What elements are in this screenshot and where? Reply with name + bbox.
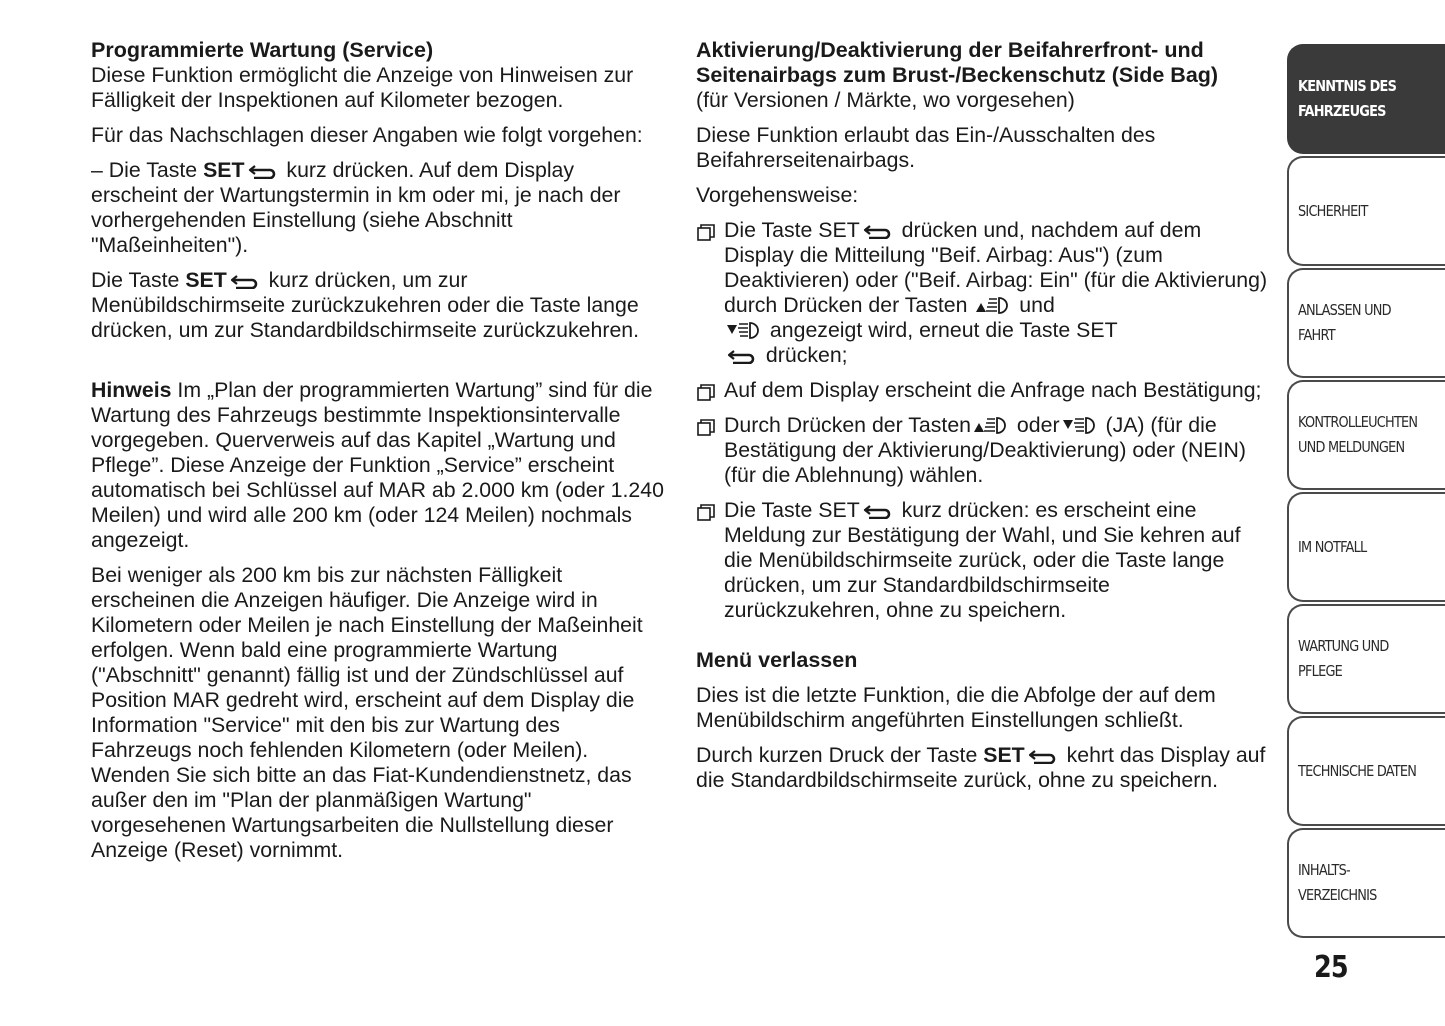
section-heading-service: Programmierte Wartung (Service) — [91, 38, 434, 62]
tab-kenntnis-des-fahrzeuges[interactable]: KENNTNIS DES FAHRZEUGES — [1287, 44, 1445, 154]
set-return-icon — [863, 223, 893, 239]
checkbox-bullet-icon — [697, 419, 715, 437]
set-return-icon — [1028, 748, 1058, 764]
text: – Die Taste — [91, 158, 204, 182]
paragraph: Durch kurzen Druck der Taste SET kehrt das Display auf die Standardbildschirmseite zurück, ohne zu speichern. — [696, 743, 1266, 792]
tab-sicherheit[interactable]: SICHERHEIT — [1287, 156, 1445, 266]
paragraph: Diese Funktion ermöglicht die Anzeige von Hinweisen zur Fälligkeit der Inspektionen auf Kilometer bezogen. — [91, 63, 634, 112]
set-key-label: SET — [185, 268, 227, 292]
list-item: Durch Drücken der Tasten oder (JA) (für die Bestätigung der Aktivierung/Deaktivierung) oder (NEIN) (für die Ablehnung) wählen. — [696, 413, 1270, 488]
paragraph — [91, 268, 666, 343]
paragraph: Diese Funktion erlaubt das Ein-/Ausschalten des Beifahrerseitenairbags. — [696, 123, 1156, 172]
tab-technische-daten[interactable]: TECHNISCHE DATEN — [1287, 716, 1445, 826]
light-up-icon — [975, 295, 1011, 315]
set-return-icon — [248, 163, 278, 179]
paragraph: Für das Nachschlagen dieser Angaben wie folgt vorgehen: — [91, 123, 643, 147]
note-label: Hinweis — [91, 378, 172, 402]
set-key-label: SET — [203, 158, 245, 182]
list-item: Auf dem Display erscheint die Anfrage nach Bestätigung; — [696, 378, 1270, 403]
paragraph: Dies ist die letzte Funktion, die die Abfolge der auf dem Menübildschirm angeführten Einstellungen schließt. — [696, 683, 1216, 732]
tab-anlassen-und-fahrt[interactable]: ANLASSEN UND FAHRT — [1287, 268, 1445, 378]
section-heading-exit-menu: Menü verlassen — [696, 648, 858, 672]
paragraph — [91, 158, 666, 258]
procedure-list — [696, 218, 1270, 623]
light-up-icon — [973, 415, 1009, 435]
checkbox-bullet-icon — [697, 384, 715, 402]
paragraph: Vorgehensweise: — [696, 183, 859, 207]
set-key-label: SET — [983, 743, 1025, 767]
set-return-icon — [230, 273, 260, 289]
tab-im-notfall[interactable]: IM NOTFALL — [1287, 492, 1445, 602]
text: Im „Plan der programmierten Wartung” sind für die Wartung des Fahrzeugs bestimmte Inspektionsintervalle vorgegeben. Querverweis auf das Kapitel „Wartung und Pflege”. Diese Anzeige der Funktion „Service” erscheint automatisch bei Schlüssel auf MAR ab 2.000 km (oder 1.240 Meilen) und wird alle 200 km (oder 124 Meilen) nochmals angezeigt. — [91, 378, 664, 552]
light-down-icon — [1062, 415, 1098, 435]
text: Die Taste — [91, 268, 186, 292]
set-return-icon — [863, 503, 893, 519]
paragraph: Bei weniger als 200 km bis zur nächsten Fälligkeit erscheinen die Anzeigen häufiger. Die Anzeige wird in Kilometern oder Meilen je nach Einstellung der Maßeinheit erfolgen. Wenn bald eine programmierte Wartung ("Abschnitt" genannt) fällig ist und der Zündschlüssel auf Position MAR gedreht wird, erscheint auf dem Display die Information "Service" mit den bis zur Wartung des Fahrzeugs noch fehlenden Kilometern (oder Meilen). Wenden Sie sich bitte an das Fiat-Kundendienstnetz, das außer den im "Plan der planmäßigen Wartung" vorgesehenen Wartungsarbeiten die Nullstellung dieser Anzeige (Reset) vornimmt. — [91, 563, 643, 862]
list-item: Die Taste SET kurz drücken: es erscheint eine Meldung zur Bestätigung der Wahl, und Sie kehren auf die Menübildschirmseite zurück, oder die Taste lange drücken, um zur Standardbildschirmseite zurückzukehren, ohne zu speichern. — [696, 498, 1270, 623]
list-item: Die Taste SET drücken und, nachdem auf dem Display die Mitteilung "Beif. Airbag: Aus") (zum Deaktivieren) oder ("Beif. Airbag: Ein" (für die Aktivierung) durch Drücken der Tasten und angezeigt wird, erneut die Taste SET drücken; — [696, 218, 1270, 368]
tab-inhaltsverzeichnis[interactable]: INHALTS- VERZEICHNIS — [1287, 828, 1445, 938]
right-column — [696, 38, 1270, 803]
light-down-icon — [726, 320, 762, 340]
tab-wartung-und-pflege[interactable]: WARTUNG UND PFLEGE — [1287, 604, 1445, 714]
text: kurz drücken. Auf dem Display erscheint der Wartungstermin in km oder mi, je nach der vorhergehenden Einstellung (siehe Abschnitt "Maßeinheiten"). — [91, 158, 621, 257]
page-number: 25 — [1314, 950, 1348, 985]
checkbox-bullet-icon — [697, 504, 715, 522]
subheading: (für Versionen / Märkte, wo vorgesehen) — [696, 88, 1075, 112]
section-heading-airbag: Aktivierung/Deaktivierung der Beifahrerfront- und Seitenairbags zum Brust-/Beckenschutz (Side Bag) — [696, 38, 1219, 87]
text: kurz drücken, um zur Menübildschirmseite zurückzukehren oder die Taste lange drücken, um zur Standardbildschirmseite zurückzukehren. — [91, 268, 640, 342]
left-column — [91, 38, 666, 873]
checkbox-bullet-icon — [697, 224, 715, 242]
tab-kontrolleuchten[interactable]: KONTROLLEUCHTEN UND MELDUNGEN — [1287, 380, 1445, 490]
set-return-icon — [727, 348, 757, 364]
note-paragraph — [91, 378, 666, 553]
